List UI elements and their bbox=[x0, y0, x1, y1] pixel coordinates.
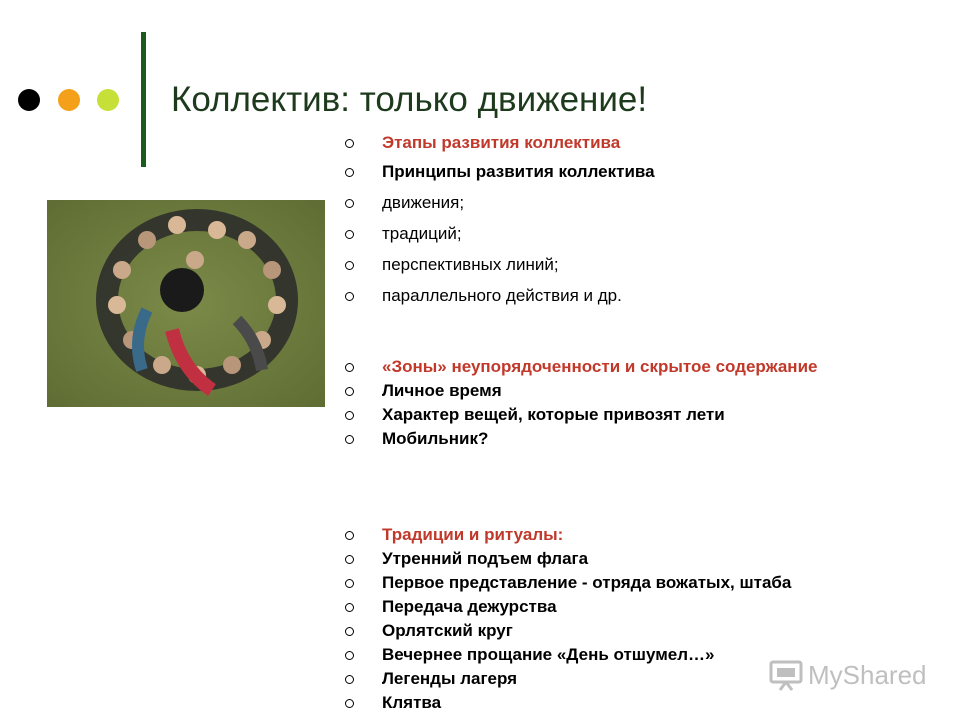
group-circle-photo bbox=[47, 200, 325, 407]
decor-dot-green bbox=[97, 89, 119, 111]
bullet-icon bbox=[345, 261, 354, 270]
decor-dot-black bbox=[18, 89, 40, 111]
list-item-text: параллельного действия и др. bbox=[382, 286, 622, 305]
list-item-text: Традиции и ритуалы: bbox=[382, 525, 564, 544]
watermark bbox=[768, 655, 927, 695]
bullet-icon bbox=[345, 230, 354, 239]
list-item-text: Легенды лагеря bbox=[382, 669, 518, 688]
list-item-text: Первое представление - отряда вожатых, штаба bbox=[382, 573, 792, 592]
list-item-text: «Зоны» неупорядоченности и скрытое содержание bbox=[382, 357, 818, 376]
list-item-text: Клятва bbox=[382, 693, 442, 712]
list-item-text: перспективных линий; bbox=[382, 255, 559, 274]
list-item-text: Принципы развития коллектива bbox=[382, 162, 655, 181]
bullet-icon bbox=[345, 387, 354, 396]
list-item-text: Мобильник? bbox=[382, 429, 489, 448]
bullet-icon bbox=[345, 363, 354, 372]
bullet-icon bbox=[345, 651, 354, 660]
bullet-icon bbox=[345, 675, 354, 684]
bullet-icon bbox=[345, 579, 354, 588]
bullet-icon bbox=[345, 139, 354, 148]
bullet-icon bbox=[345, 699, 354, 708]
bullet-icon bbox=[345, 555, 354, 564]
bullet-icon bbox=[345, 199, 354, 208]
list-item-text: Характер вещей, которые привозят лети bbox=[382, 405, 725, 424]
list-item-text: Передача дежурства bbox=[382, 597, 557, 616]
decor-dot-orange bbox=[58, 89, 80, 111]
list-item-text: Орлятский круг bbox=[382, 621, 513, 640]
list-item-text: традиций; bbox=[382, 224, 462, 243]
bullet-icon bbox=[345, 411, 354, 420]
bullet-icon bbox=[345, 168, 354, 177]
projector-screen-icon bbox=[768, 659, 804, 691]
bullet-icon bbox=[345, 627, 354, 636]
list-item-text: Вечернее прощание «День отшумел…» bbox=[382, 645, 715, 664]
slide-title: Коллектив: только движение! bbox=[171, 80, 648, 119]
title-accent-line bbox=[141, 32, 146, 167]
watermark-text: MyShared bbox=[808, 659, 927, 690]
bullet-icon bbox=[345, 531, 354, 540]
list-item-text: Утренний подъем флага bbox=[382, 549, 589, 568]
bullet-icon bbox=[345, 292, 354, 301]
bullet-icon bbox=[345, 603, 354, 612]
bullet-icon bbox=[345, 435, 354, 444]
list-item-text: движения; bbox=[382, 193, 465, 212]
list-item-text: Личное время bbox=[382, 381, 502, 400]
list-item-text: Этапы развития коллектива bbox=[382, 133, 621, 152]
